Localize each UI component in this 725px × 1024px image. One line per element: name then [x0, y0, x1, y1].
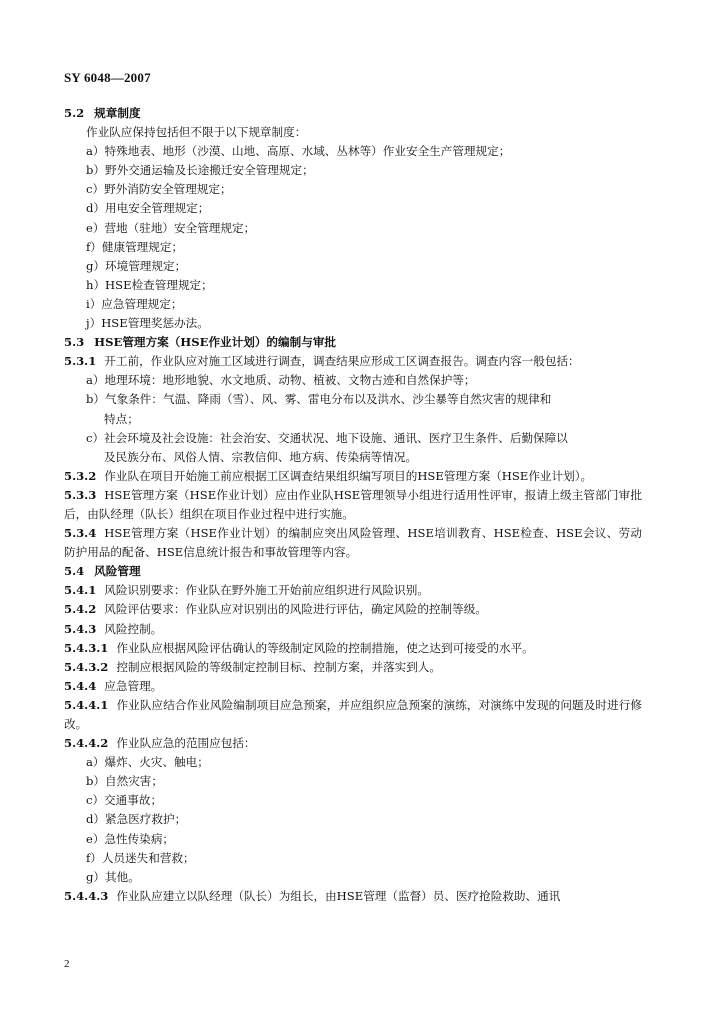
section-heading: [64, 562, 642, 581]
list-item: h）HSE检查管理规定；: [86, 277, 213, 292]
list-item: d）用电安全管理规定；: [86, 201, 210, 216]
clause-number: 5.4.3.1: [64, 640, 109, 655]
list-item: a）地理环境：地形地貌、水文地质、动物、植被、文物古迹和自然保护等；: [86, 373, 476, 388]
list-item: e）急性传染病；: [86, 831, 175, 846]
list-item: c）野外消防安全管理规定；: [86, 182, 232, 197]
section-title: 风险管理: [94, 564, 141, 579]
clause-text: 风险评估要求：作业队应对识别出的风险进行评估，确定风险的控制等级。: [104, 602, 487, 617]
list-item: c）社会环境及社会设施：社会治安、交通状况、地下设施、通讯、医疗卫生条件、后勤保障以: [86, 430, 568, 445]
clause: [64, 581, 642, 600]
clause-text: 作业队在项目开始施工前应根据工区调查结果组织编写项目的HSE管理方案（HSE作业计划）。: [104, 468, 593, 483]
list-item: g）环境管理规定；: [86, 258, 187, 273]
list-item: e）营地（驻地）安全管理规定；: [86, 220, 256, 235]
list-item: i）应急管理规定；: [86, 296, 183, 311]
clause-number: 5.4.4.2: [64, 736, 109, 751]
clause-text: HSE管理方案（HSE作业计划）的编制应突出风险管理、HSE培训教育、HSE检查、HSE会议、劳动防护用品的配备、HSE信息统计报告和事故管理等内容。: [64, 526, 642, 560]
clause-text: HSE管理方案（HSE作业计划）应由作业队HSE管理领导小组进行适用性评审，报请上级主管部门审批后，由队经理（队长）组织在项目作业过程中进行实施。: [64, 487, 642, 521]
clause-number: 5.4.2: [64, 602, 97, 617]
clause-text: 作业队应急的范围应包括：: [116, 736, 256, 751]
section-title: HSE管理方案（HSE作业计划）的编制与审批: [94, 335, 337, 350]
clause-text: 控制应根据风险的等级制定控制目标、控制方案，并落实到人。: [116, 659, 442, 674]
standard-code: SY 6048—2007: [64, 70, 151, 85]
clause-number: 5.4.3.2: [64, 659, 109, 674]
list-item: a）特殊地表、地形（沙漠、山地、高原、水域、丛林等）作业安全生产管理规定；: [86, 144, 511, 159]
clause-number: 5.4.4.3: [64, 888, 109, 903]
clause-text: 风险识别要求：作业队在野外施工开始前应组织进行风险识别。: [104, 583, 429, 598]
clause: [64, 600, 642, 619]
clause: [64, 677, 642, 696]
clause: [64, 524, 642, 562]
list-item: a）爆炸、火灾、触电；: [86, 755, 209, 770]
list-item: b）野外交通运输及长途搬迁安全管理规定；: [86, 163, 314, 178]
clause-number: 5.4.1: [64, 583, 97, 598]
list-item: g）其他。: [86, 869, 140, 884]
clause: [64, 639, 642, 658]
section-heading: [64, 104, 642, 123]
clause-text: 作业队应建立以队经理（队长）为组长，由HSE管理（监督）员、医疗抢险救助、通讯: [116, 888, 561, 903]
list-item: c）交通事故；: [86, 793, 163, 808]
clause-number: 5.3.4: [64, 526, 97, 541]
clause-number: 5.4.3: [64, 621, 97, 636]
clause: [64, 620, 642, 639]
clause-text: 作业队应结合作业风险编制项目应急预案，并应组织应急预案的演练，对演练中发现的问题及时进行修改。: [64, 697, 642, 731]
clause: [64, 486, 642, 524]
section-heading: [64, 333, 642, 352]
list-item: f）健康管理规定；: [86, 239, 184, 254]
clause-text: 作业队应根据风险评估确认的等级制定风险的控制措施，使之达到可接受的水平。: [116, 640, 534, 655]
section-number: 5.3: [64, 335, 85, 350]
list-item: d）紧急医疗救护；: [86, 812, 187, 827]
clause: [64, 352, 642, 371]
list-item: j）HSE管理奖惩办法。: [86, 316, 209, 331]
clause: [64, 467, 642, 486]
clause-number: 5.4.4.1: [64, 697, 109, 712]
paragraph: 作业队应保持包括但不限于以下规章制度：: [86, 125, 307, 140]
clause-number: 5.3.3: [64, 487, 97, 502]
clause: [64, 696, 642, 734]
clause: [64, 887, 642, 906]
clause-number: 5.4.4: [64, 678, 97, 693]
clause: [64, 658, 642, 677]
list-item-continuation: 特点；: [104, 411, 139, 426]
page-number: 2: [64, 958, 70, 970]
clause: [64, 734, 642, 753]
list-item: b）气象条件：气温、降雨（雪）、风、雾、雷电分布以及洪水、沙尘暴等自然灾害的规律和: [86, 392, 552, 407]
list-item: f）人员迷失和营救；: [86, 850, 195, 865]
clause-text: 风险控制。: [104, 621, 163, 636]
section-title: 规章制度: [94, 106, 141, 120]
section-number: 5.4: [64, 564, 85, 579]
clause-text: 应急管理。: [104, 678, 163, 693]
list-item: b）自然灾害；: [86, 774, 163, 789]
list-item-continuation: 及民族分布、风俗人情、宗教信仰、地方病、传染病等情况。: [104, 449, 418, 464]
clause-number: 5.3.2: [64, 468, 97, 483]
section-number: 5.2: [64, 106, 85, 120]
clause-number: 5.3.1: [64, 354, 97, 369]
document-body: [64, 104, 642, 906]
clause-text: 开工前，作业队应对施工区域进行调查，调查结果应形成工区调查报告。调查内容一般包括：: [104, 354, 580, 369]
